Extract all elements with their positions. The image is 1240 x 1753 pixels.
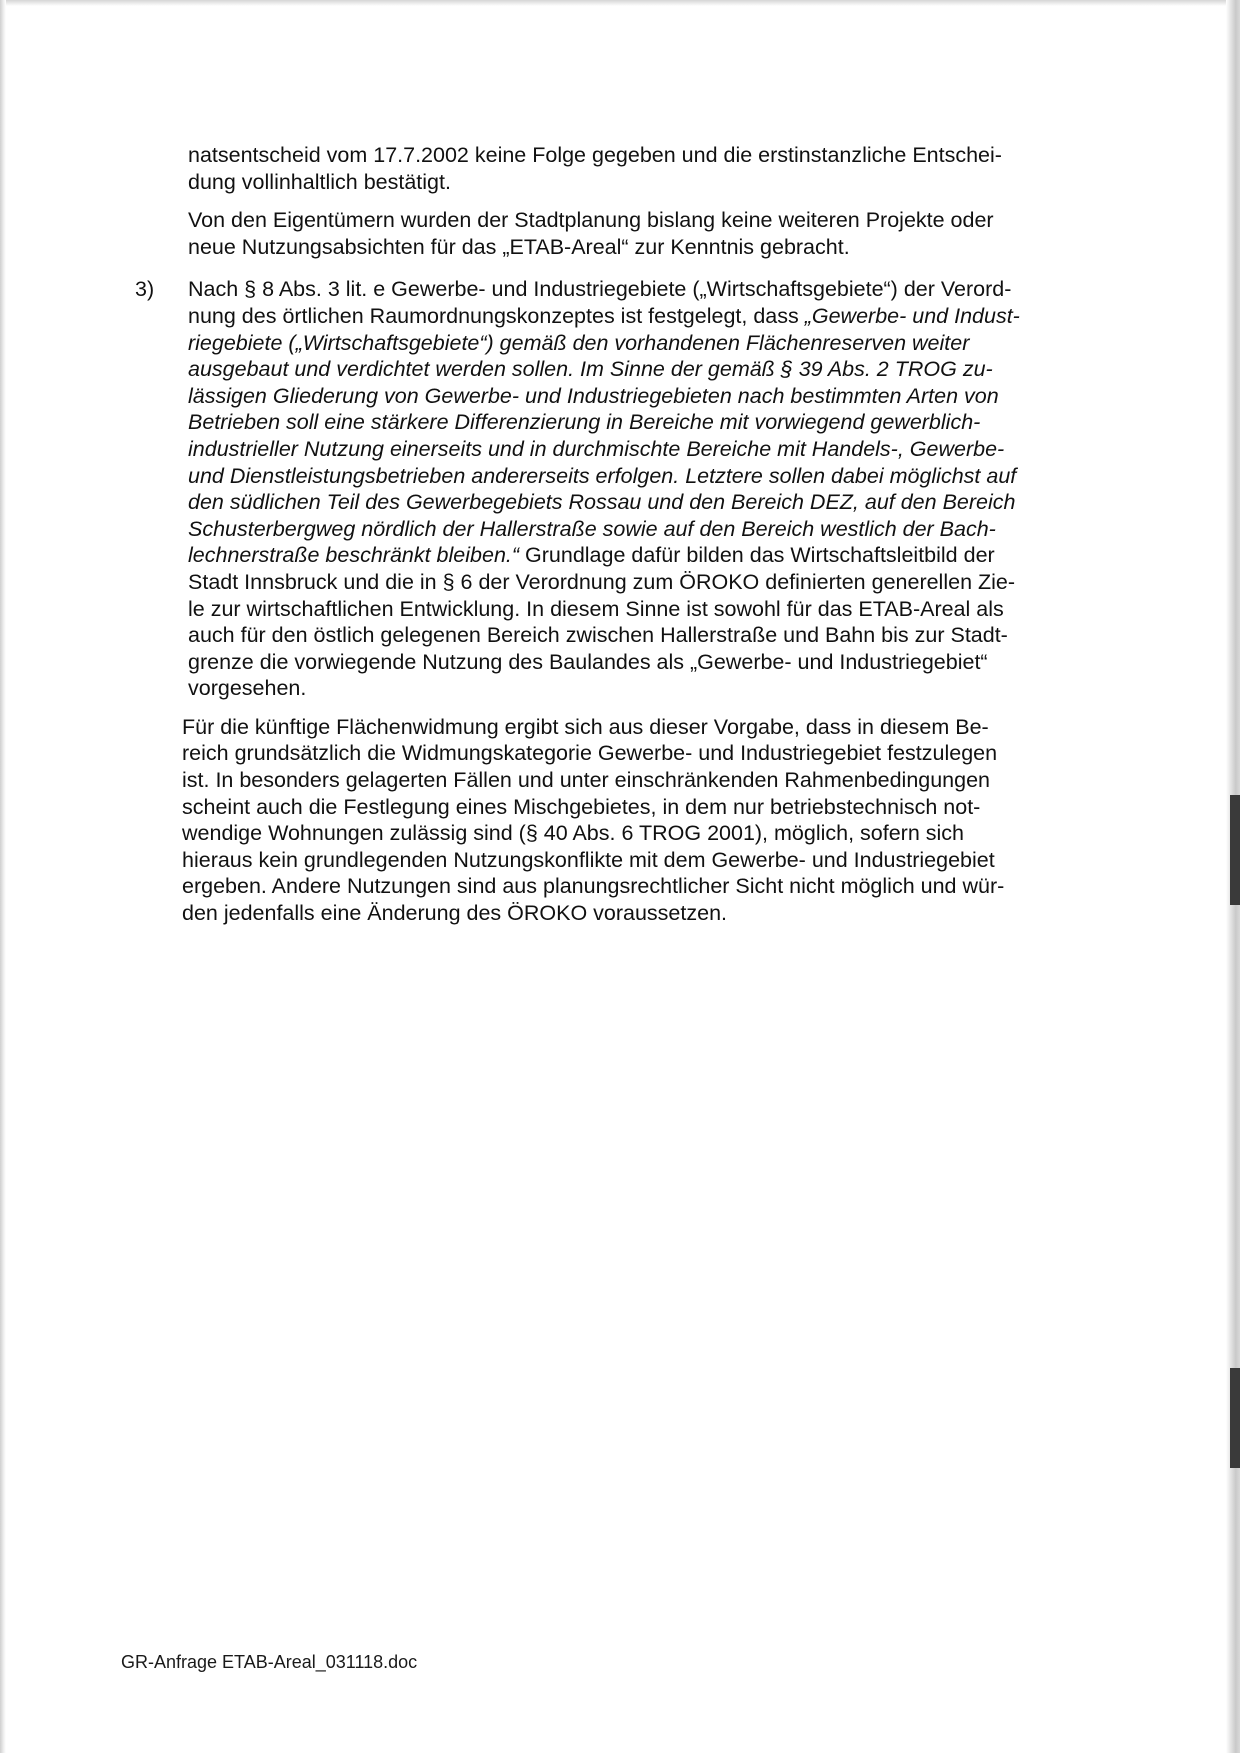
- footer-filename: GR-Anfrage ETAB-Areal_031118.doc: [121, 1652, 418, 1672]
- scan-edge-right: [1226, 0, 1240, 1753]
- quote-line: [188, 436, 1088, 463]
- owners-paragraph: [188, 207, 1088, 260]
- quote-line: [188, 330, 1088, 357]
- future-zoning-paragraph: [182, 714, 1088, 927]
- page-body: [135, 142, 1088, 927]
- quote-line: [188, 463, 1088, 490]
- quote-line: [188, 356, 1088, 383]
- quote-line: [188, 383, 1088, 410]
- quote-text: riegebiete („Wirtschaftsgebiete“) gemäß den vorhandenen Flächenreserven weiter: [188, 330, 970, 355]
- quote-text: Betrieben soll eine stärkere Differenzierung in Bereiche mit vorwiegend gewerblich-: [188, 410, 981, 435]
- quote-text: Schusterbergweg nördlich der Hallerstraße sowie auf den Bereich westlich der Bach-: [188, 516, 996, 541]
- quote-line: [188, 489, 1088, 516]
- text-line: auch für den östlich gelegenen Bereich zwischen Hallerstraße und Bahn bis zur Stadt-: [188, 623, 1008, 648]
- text-line: wendige Wohnungen zulässig sind (§ 40 Abs. 6 TROG 2001), möglich, sofern sich: [182, 821, 964, 846]
- text-line: ist. In besonders gelagerten Fällen und unter einschränkenden Rahmenbedingungen: [182, 768, 991, 793]
- text-line: reich grundsätzlich die Widmungskategorie Gewerbe- und Industriegebiet festzulegen: [182, 741, 998, 766]
- scan-edge-left: [0, 0, 6, 1753]
- numbered-item-3: [135, 276, 1088, 702]
- text-line: Nach § 8 Abs. 3 lit. e Gewerbe- und Industriegebiete („Wirtschaftsgebiete“) der Verord-: [188, 277, 1012, 302]
- quote-text: und Dienstleistungsbetrieben andererseits erfolgen. Letztere sollen dabei möglichst auf: [188, 463, 1017, 488]
- item-number: 3): [135, 277, 155, 302]
- text-line: hieraus kein grundlegenden Nutzungskonflikte mit dem Gewerbe- und Industriegebiet: [182, 847, 995, 872]
- text-line: Von den Eigentümern wurden der Stadtplanung bislang keine weiteren Projekte oder: [188, 208, 994, 233]
- quote-run: lechnerstraße beschränkt bleiben.“: [188, 543, 520, 568]
- quote-run: „Gewerbe- und Indust-: [804, 303, 1020, 328]
- text-line: Für die künftige Flächenwidmung ergibt sich aus dieser Vorgabe, dass in diesem Be-: [182, 714, 989, 739]
- continuation-paragraph: [188, 142, 1088, 195]
- text-line: neue Nutzungsabsichten für das „ETAB-Areal“ zur Kenntnis gebracht.: [188, 234, 850, 259]
- text-line: ergeben. Andere Nutzungen sind aus planungsrechtlicher Sicht nicht möglich und wür-: [182, 874, 1005, 899]
- text-line: Stadt Innsbruck und die in § 6 der Verordnung zum ÖROKO definierten generellen Zie-: [188, 569, 1016, 594]
- text-line: scheint auch die Festlegung eines Mischgebietes, in dem nur betriebstechnisch not-: [182, 794, 981, 819]
- text-line: [188, 303, 1088, 330]
- text-line: grenze die vorwiegende Nutzung des Baulandes als „Gewerbe- und Industriegebiet“: [188, 649, 988, 674]
- scan-mark: [1230, 795, 1240, 905]
- quote-text: lässigen Gliederung von Gewerbe- und Industriegebieten nach bestimmten Arten von: [188, 383, 999, 408]
- scan-mark: [1230, 1368, 1240, 1468]
- text-run: nung des örtlichen Raumordnungskonzeptes ist festgelegt, dass: [188, 303, 805, 328]
- quote-text: industrieller Nutzung einerseits und in durchmischte Bereiche mit Handels-, Gewerbe-: [188, 436, 1005, 461]
- text-line: natsentscheid vom 17.7.2002 keine Folge gegeben und die erstinstanzliche Entschei-: [188, 143, 1002, 167]
- quote-text: den südlichen Teil des Gewerbegebiets Rossau und den Bereich DEZ, auf den Bereich: [188, 490, 1016, 515]
- text-line: [188, 542, 1088, 569]
- text-line: den jedenfalls eine Änderung des ÖROKO voraussetzen.: [182, 901, 727, 926]
- scan-edge-top: [0, 0, 1240, 6]
- text-line: le zur wirtschaftlichen Entwicklung. In diesem Sinne ist sowohl für das ETAB-Areal als: [188, 596, 1004, 621]
- quote-line: [188, 516, 1088, 543]
- text-run: Grundlage dafür bilden das Wirtschaftsleitbild der: [519, 543, 995, 568]
- text-line: vorgesehen.: [188, 676, 307, 701]
- quote-line: [188, 409, 1088, 436]
- text-line: dung vollinhaltlich bestätigt.: [188, 169, 451, 194]
- quote-text: ausgebaut und verdichtet werden sollen. Im Sinne der gemäß § 39 Abs. 2 TROG zu-: [188, 357, 993, 382]
